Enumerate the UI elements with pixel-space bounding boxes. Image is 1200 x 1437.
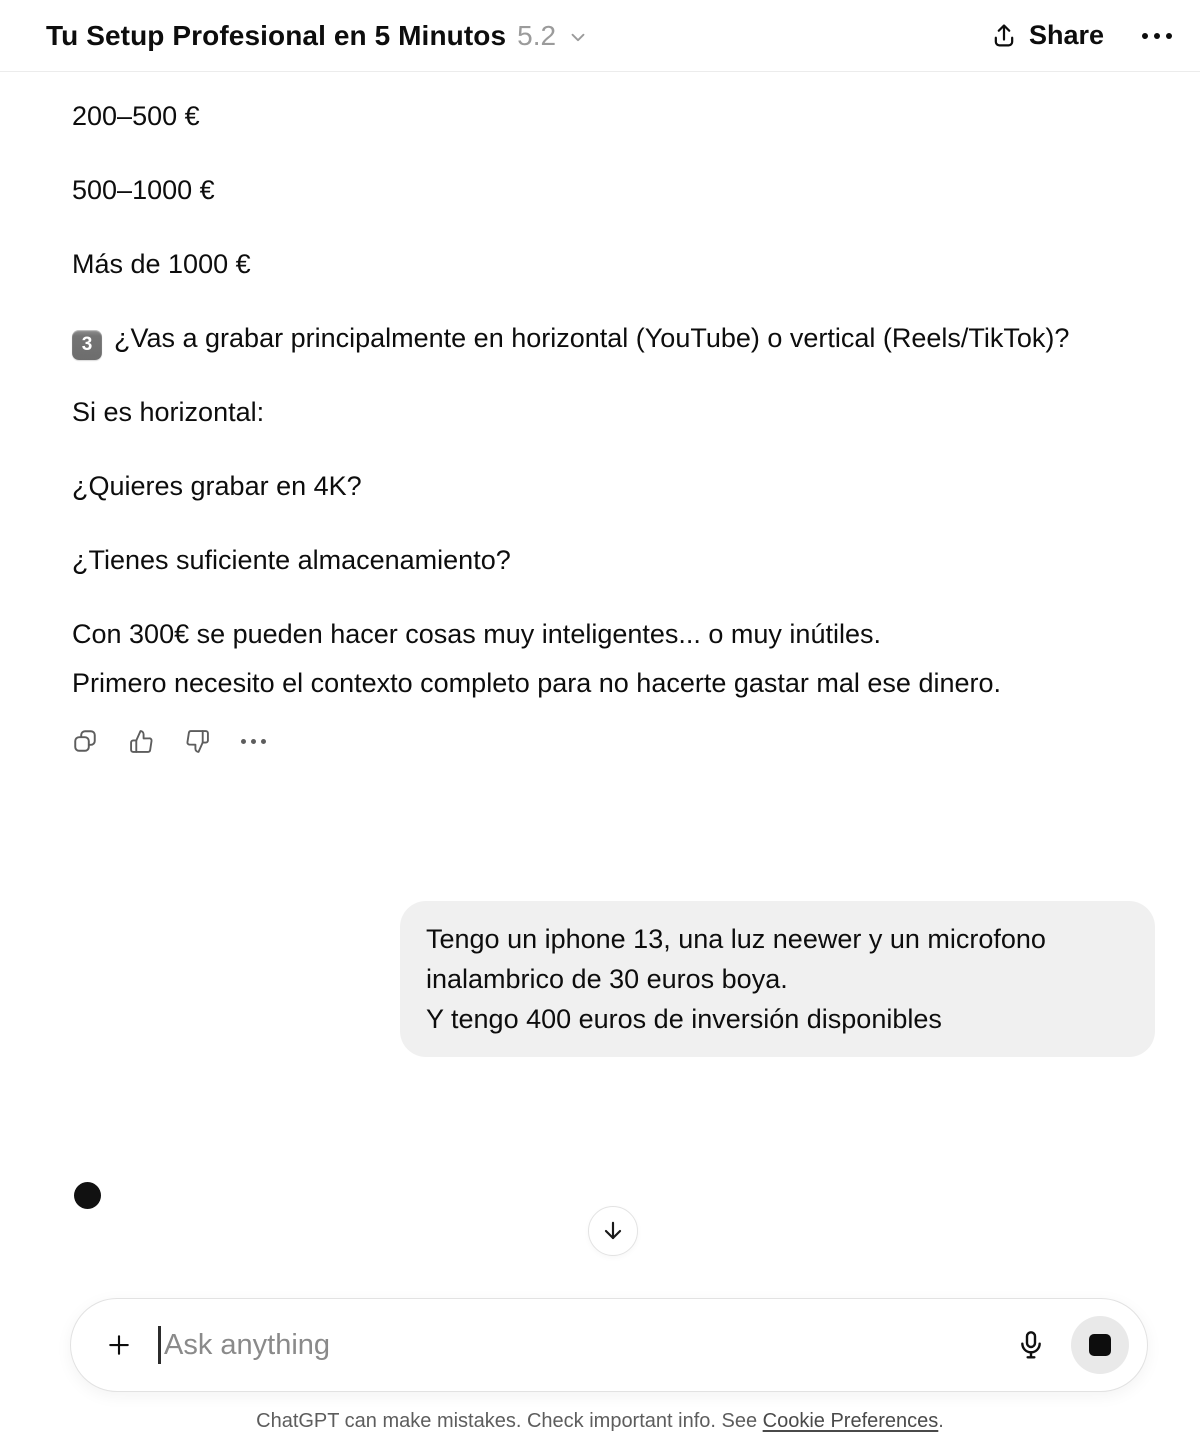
plus-icon <box>104 1330 134 1360</box>
user-message-line: Tengo un iphone 13, una luz neewer y un microfono <box>426 924 1046 954</box>
user-message-line: Y tengo 400 euros de inversión disponibles <box>426 1004 942 1034</box>
thumbs-down-icon <box>185 729 210 754</box>
chat-scroll-area[interactable] <box>0 72 1200 1057</box>
assistant-paragraph: ¿Tienes suficiente almacenamiento? <box>72 545 511 575</box>
closing-line: Con 300€ se pueden hacer cosas muy inteligentes... o muy inútiles. <box>72 619 881 649</box>
message-more-button[interactable] <box>241 739 266 744</box>
streaming-indicator-dot <box>74 1182 101 1209</box>
text-caret <box>158 1326 161 1364</box>
composer <box>70 1298 1148 1392</box>
scroll-to-bottom-button[interactable] <box>588 1206 638 1256</box>
assistant-paragraph: 500–1000 € <box>72 175 215 205</box>
header-actions <box>990 20 1176 51</box>
assistant-paragraph: ¿Quieres grabar en 4K? <box>72 471 362 501</box>
microphone-icon <box>1015 1329 1047 1361</box>
assistant-paragraph: 200–500 € <box>72 101 200 131</box>
attach-button[interactable] <box>104 1330 134 1360</box>
message-input[interactable] <box>158 1299 1015 1391</box>
stop-icon <box>1089 1334 1111 1356</box>
assistant-question <box>72 314 1155 362</box>
dot-icon <box>1142 33 1148 39</box>
disclaimer-suffix: . <box>938 1410 944 1432</box>
input-placeholder: Ask anything <box>164 1328 331 1361</box>
disclaimer-text: ChatGPT can make mistakes. Check important info. See <box>256 1410 763 1432</box>
dictate-button[interactable] <box>1015 1329 1047 1361</box>
dot-icon <box>1154 33 1160 39</box>
thumbs-down-button[interactable] <box>185 729 210 754</box>
assistant-closing <box>72 610 1155 708</box>
conversation-title-menu[interactable] <box>46 20 589 52</box>
more-options-button[interactable] <box>1138 27 1176 45</box>
keycap-3-icon: 3 <box>72 330 102 360</box>
stop-generating-button[interactable] <box>1071 1316 1129 1374</box>
conversation-header <box>0 0 1200 72</box>
user-message-line: inalambrico de 30 euros boya. <box>426 964 788 994</box>
cookie-preferences-link[interactable]: Cookie Preferences <box>762 1410 939 1432</box>
dot-icon <box>1166 33 1172 39</box>
assistant-paragraph: Si es horizontal: <box>72 397 265 427</box>
share-button[interactable] <box>990 20 1104 51</box>
copy-button[interactable] <box>72 728 98 754</box>
share-label: Share <box>1028 20 1104 50</box>
model-version: 5.2 <box>517 19 557 51</box>
thumbs-up-icon <box>129 729 154 754</box>
closing-line: Primero necesito el contexto completo para no hacerte gastar mal ese dinero. <box>72 668 1001 698</box>
disclaimer <box>0 1410 1200 1433</box>
arrow-down-icon <box>600 1218 626 1244</box>
chevron-down-icon <box>567 26 589 48</box>
message-action-bar <box>72 728 1155 754</box>
copy-icon <box>72 728 98 754</box>
share-icon <box>990 22 1018 50</box>
question-text: ¿Vas a grabar principalmente en horizontal (YouTube) o vertical (Reels/TikTok)? <box>114 323 1070 353</box>
user-message-row <box>72 901 1155 1057</box>
more-dots-icon <box>241 739 266 744</box>
conversation-title: Tu Setup Profesional en 5 Minutos <box>46 19 507 51</box>
thumbs-up-button[interactable] <box>129 729 154 754</box>
assistant-paragraph: Más de 1000 € <box>72 249 251 279</box>
user-message-bubble <box>400 901 1155 1057</box>
assistant-message <box>72 92 1155 754</box>
